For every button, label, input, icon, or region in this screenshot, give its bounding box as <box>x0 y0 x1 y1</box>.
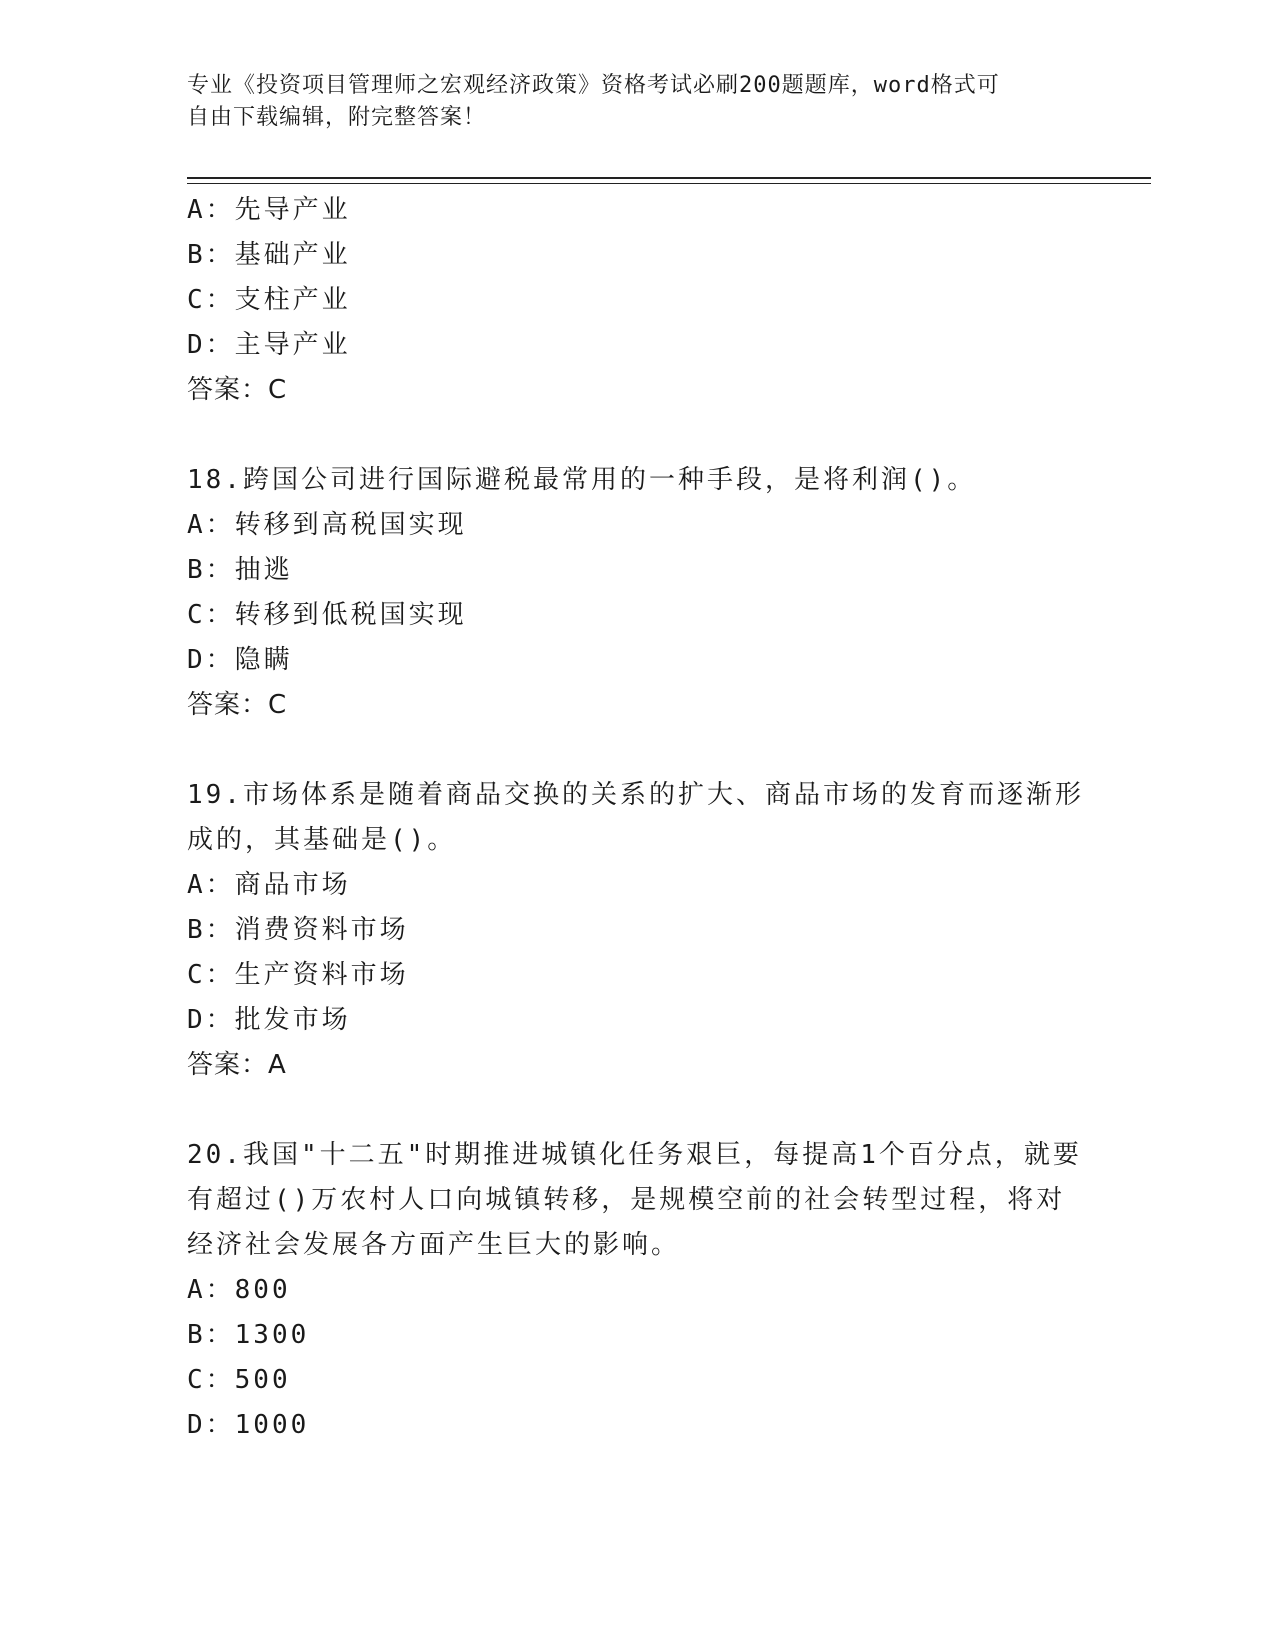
q18-option-a: A：转移到高税国实现 <box>187 510 467 540</box>
q17-option-a: A：先导产业 <box>187 195 351 225</box>
header-line-1: 专业《投资项目管理师之宏观经济政策》资格考试必刷200题题库，word格式可 <box>187 73 1000 98</box>
q20-stem-line-3: 经济社会发展各方面产生巨大的影响。 <box>187 1230 681 1260</box>
q17-option-d: D：主导产业 <box>187 330 351 360</box>
q17-answer: 答案：C <box>187 375 288 405</box>
q18-option-b: B：抽逃 <box>187 555 293 585</box>
q19-option-c: C：生产资料市场 <box>187 960 409 990</box>
q18-option-c: C：转移到低税国实现 <box>187 600 467 630</box>
q19-option-b: B：消费资料市场 <box>187 915 409 945</box>
q19-answer: 答案：A <box>187 1050 287 1080</box>
q20-option-d: D：1000 <box>187 1410 310 1440</box>
header-line-2: 自由下载编辑，附完整答案！ <box>187 105 487 130</box>
q20-option-c: C：500 <box>187 1365 291 1395</box>
q17-option-c: C：支柱产业 <box>187 285 351 315</box>
document-header <box>187 70 1067 134</box>
q20-stem-line-1: 20.我国"十二五"时期推进城镇化任务艰巨，每提高1个百分点，就要 <box>187 1140 1082 1170</box>
header-divider-thick <box>187 177 1151 179</box>
q20-stem-line-2: 有超过()万农村人口向城镇转移，是规模空前的社会转型过程，将对 <box>187 1185 1066 1215</box>
q18-option-d: D：隐瞒 <box>187 645 293 675</box>
q18-stem: 18.跨国公司进行国际避税最常用的一种手段，是将利润()。 <box>187 465 977 495</box>
q19-stem-line-1: 19.市场体系是随着商品交换的关系的扩大、商品市场的发育而逐渐形 <box>187 780 1084 810</box>
q19-option-d: D：批发市场 <box>187 1005 351 1035</box>
header-divider-thin <box>187 183 1151 184</box>
q18-answer: 答案：C <box>187 690 288 720</box>
q20-option-a: A：800 <box>187 1275 291 1305</box>
q19-option-a: A：商品市场 <box>187 870 351 900</box>
q19-stem-line-2: 成的，其基础是()。 <box>187 825 457 855</box>
q17-option-b: B：基础产业 <box>187 240 351 270</box>
q20-option-b: B：1300 <box>187 1320 310 1350</box>
